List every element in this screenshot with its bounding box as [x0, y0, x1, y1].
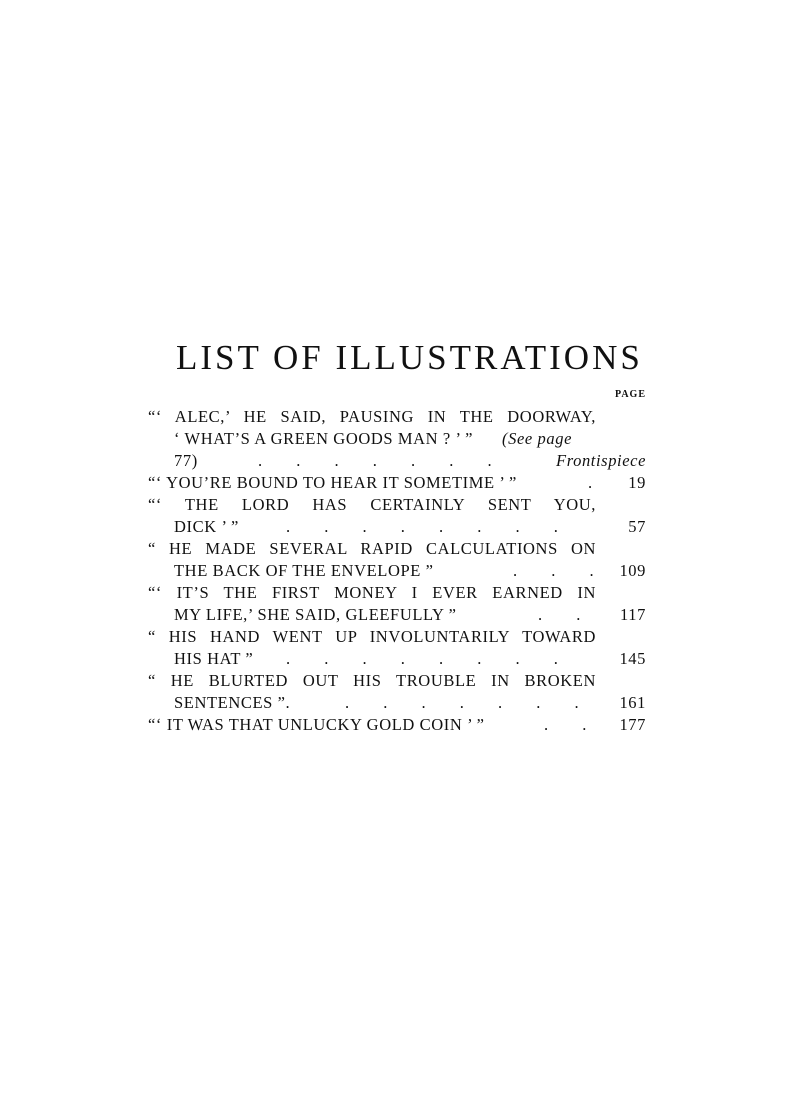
dot-leader: . . . [513, 561, 604, 580]
entry-text: ‘ WHAT’S A GREEN GOODS MAN ? ’ ” [174, 429, 474, 448]
entry-text: HIS HAT ” [174, 649, 254, 668]
list-item [148, 406, 648, 428]
list-item-continuation [148, 450, 648, 472]
page-number: 177 [619, 715, 646, 734]
entry-text: “‘ IT WAS THAT UNLUCKY GOLD COIN ’ ” [148, 715, 485, 734]
illustrations-list [148, 406, 648, 736]
dot-leader: . . . . . . . [258, 451, 502, 470]
page-number: 161 [619, 693, 646, 712]
dot-leader: . . . . . . . [345, 693, 589, 712]
page-column-label: PAGE [614, 389, 646, 400]
entry-text: “ HE BLURTED OUT HIS TROUBLE IN BROKEN [148, 671, 596, 690]
page-number: 57 [628, 517, 646, 536]
list-item-continuation [148, 428, 648, 450]
dot-leader: . . [538, 605, 591, 624]
entry-text: 77) [174, 451, 198, 470]
entry-text: “‘ ALEC,’ HE SAID, PAUSING IN THE DOORWAY, [148, 407, 596, 426]
page-number: 117 [620, 605, 646, 624]
entry-text: DICK ’ ” [174, 517, 239, 536]
list-item-continuation [148, 560, 648, 582]
dot-leader: . . [544, 715, 597, 734]
list-item [148, 582, 648, 604]
see-page-note: (See page [502, 429, 572, 448]
entry-text: “ HIS HAND WENT UP INVOLUNTARILY TOWARD [148, 627, 596, 646]
entry-text: “ HE MADE SEVERAL RAPID CALCULATIONS ON [148, 539, 596, 558]
page-number: 109 [619, 561, 646, 580]
entry-text: THE BACK OF THE ENVELOPE ” [174, 561, 434, 580]
list-item [148, 472, 648, 494]
page-number: 19 [628, 473, 646, 492]
list-item [148, 714, 648, 736]
list-item-continuation [148, 516, 648, 538]
entry-text: MY LIFE,’ SHE SAID, GLEEFULLY ” [174, 605, 457, 624]
list-item [148, 626, 648, 648]
entry-text: SENTENCES ”. [174, 693, 291, 712]
entry-text: “‘ YOU’RE BOUND TO HEAR IT SOMETIME ’ ” [148, 473, 517, 492]
list-item-continuation [148, 604, 648, 626]
dot-leader: . . . . . . . . [286, 649, 568, 668]
dot-leader: . [588, 473, 603, 492]
list-item-continuation [148, 692, 648, 714]
dot-leader: . . . . . . . . [286, 517, 568, 536]
entry-text: “‘ IT’S THE FIRST MONEY I EVER EARNED IN [148, 583, 596, 602]
list-item [148, 670, 648, 692]
list-item [148, 494, 648, 516]
page-title: LIST OF ILLUSTRATIONS [176, 338, 643, 377]
list-item-continuation [148, 648, 648, 670]
page-number: Frontispiece [556, 451, 646, 470]
page-number: 145 [619, 649, 646, 668]
list-item [148, 538, 648, 560]
entry-text: “‘ THE LORD HAS CERTAINLY SENT YOU, [148, 495, 596, 514]
